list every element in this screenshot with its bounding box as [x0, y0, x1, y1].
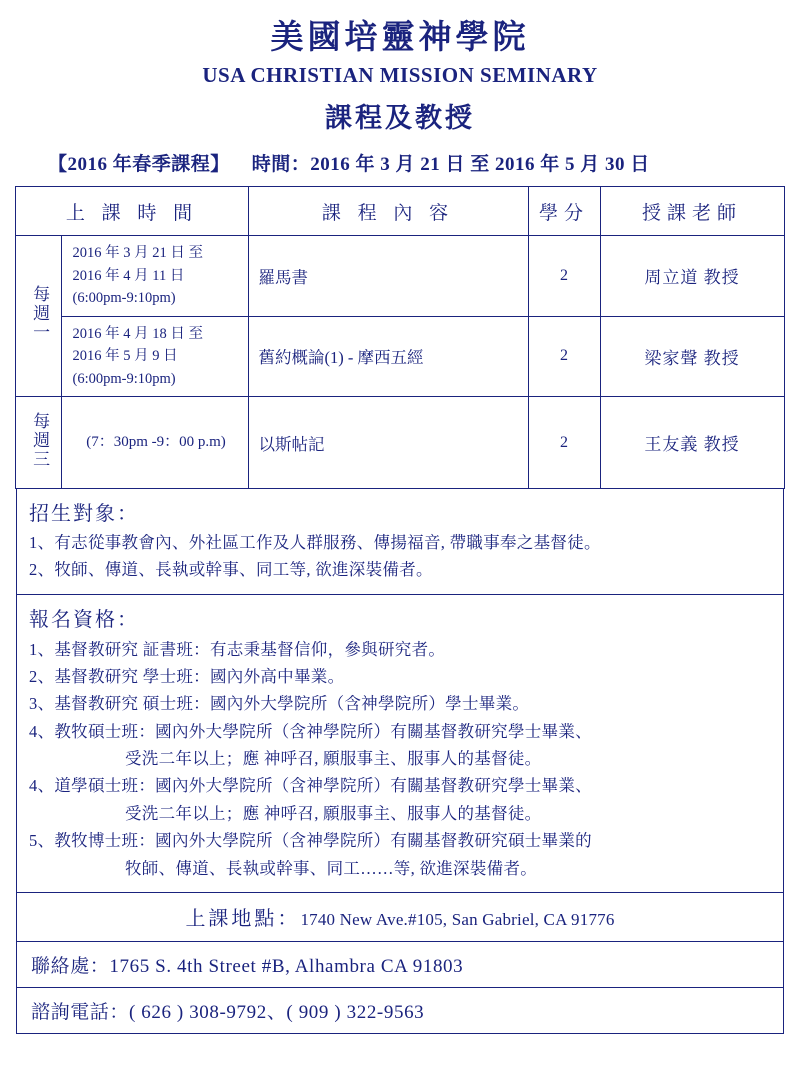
admission-item: 2、牧師、傳道、長執或幹事、同工等, 欲進深裝備者。 — [29, 559, 433, 579]
page-title-english: USA CHRISTIAN MISSION SEMINARY — [202, 63, 598, 88]
admission-title: 招生對象： — [29, 503, 139, 526]
course-credit: 2 — [528, 236, 600, 316]
venue-section — [16, 893, 784, 942]
qualification-title: 報名資格： — [29, 608, 139, 631]
admission-section — [16, 489, 784, 594]
contact-office: 聯絡處：1765 S. 4th Street #B, Alhambra CA 91803 — [16, 942, 784, 988]
day-cell-monday — [16, 236, 62, 397]
course-name: 舊約概論(1) - 摩西五經 — [248, 316, 528, 396]
course-teacher: 王友義 教授 — [600, 397, 784, 489]
course-name: 羅馬書 — [248, 236, 528, 316]
term-label: 【2016 年春季課程】 — [48, 154, 230, 176]
column-header-teacher: 授課老師 — [600, 187, 784, 236]
qualification-item: 1、基督教研究 証書班：有志秉基督信仰，參與研究者。 — [29, 639, 446, 659]
day-label-monday: 每週一 — [30, 285, 50, 343]
time-line-3: (6:00pm-9:10pm) — [72, 370, 176, 387]
contact-phone: 諮詢電話：( 626 ) 308-9792、( 909 ) 322-9563 — [16, 988, 784, 1034]
qualification-item: 4、教牧碩士班：國內外大學院所（含神學院所）有關基督教研究學士畢業、 — [29, 721, 592, 741]
term-line — [0, 149, 800, 176]
course-credit: 2 — [528, 316, 600, 396]
term-dates: 時間：2016 年 3 月 21 日 至 2016 年 5 月 30 日 — [251, 154, 650, 176]
column-header-credit: 學分 — [528, 187, 600, 236]
page-title-chinese: 美國培靈神學院 — [270, 20, 530, 56]
table-row — [16, 236, 784, 316]
venue-label: 上課地點： — [185, 907, 301, 930]
qualification-item: 4、道學碩士班：國內外大學院所（含神學院所）有關基督教研究學士畢業、 — [29, 776, 592, 796]
time-line-2: 2016 年 4 月 11 日 — [72, 267, 185, 284]
day-cell-wednesday — [16, 397, 62, 489]
venue-address: 1740 New Ave.#105, San Gabriel, CA 91776 — [300, 909, 615, 929]
admission-item: 1、有志從事教會內、外社區工作及人群服務、傳揚福音, 帶職事奉之基督徒。 — [29, 533, 601, 553]
course-teacher: 周立道 教授 — [600, 236, 784, 316]
qualification-item-cont: 受洗二年以上；應 神呼召, 願服事主、服事人的基督徒。 — [125, 803, 542, 823]
qualification-item-cont: 受洗二年以上；應 神呼召, 願服事主、服事人的基督徒。 — [125, 749, 542, 768]
document-header — [0, 0, 800, 135]
qualification-section — [16, 595, 784, 893]
column-header-course: 課 程 內 容 — [248, 187, 528, 236]
table-header-row — [16, 187, 784, 236]
qualification-item: 3、基督教研究 碩士班：國內外大學院所（含神學院所）學士畢業。 — [29, 694, 530, 714]
qualification-item: 2、基督教研究 學士班：國內外高中畢業。 — [29, 666, 345, 686]
course-credit: 2 — [528, 397, 600, 489]
qualification-item: 5、教牧博士班：國內外大學院所（含神學院所）有關基督教研究碩士畢業的 — [29, 831, 592, 851]
time-cell: (7：30pm -9：00 p.m) — [62, 397, 248, 489]
table-row — [16, 316, 784, 396]
time-line-1: 2016 年 4 月 18 日 至 — [72, 325, 203, 342]
table-row — [16, 397, 784, 489]
time-cell — [62, 316, 248, 396]
time-line-1: 2016 年 3 月 21 日 至 — [72, 245, 203, 262]
course-name: 以斯帖記 — [248, 397, 528, 489]
course-schedule-table — [15, 186, 784, 489]
time-line-2: 2016 年 5 月 9 日 — [72, 348, 178, 365]
time-line-3: (6:00pm-9:10pm) — [72, 290, 176, 307]
qualification-item-cont: 牧師、傳道、長執或幹事、同工……等, 欲進深裝備者。 — [125, 858, 538, 878]
course-teacher: 梁家聲 教授 — [600, 316, 784, 396]
day-label-wednesday: 每週三 — [30, 411, 50, 469]
time-cell — [62, 236, 248, 316]
column-header-time: 上 課 時 間 — [16, 187, 248, 236]
page-subtitle: 課程及教授 — [325, 103, 475, 134]
